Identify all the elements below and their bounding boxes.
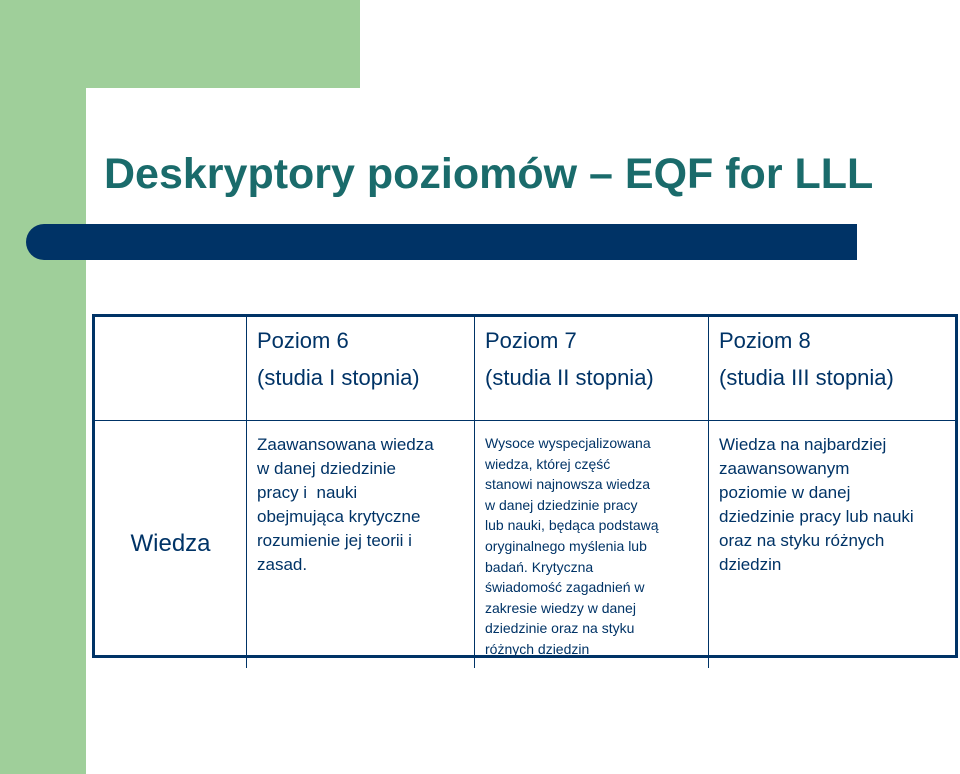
cell-wiedza-level-8	[709, 421, 955, 668]
title-underline-bar	[26, 224, 857, 260]
cell-line: Wysoce wyspecjalizowana	[485, 435, 651, 451]
header-level-6	[247, 317, 475, 421]
cell-line: dziedzinie pracy lub nauki	[719, 507, 914, 526]
cell-line: obejmująca krytyczne	[257, 507, 421, 526]
cell-line: zaawansowanym	[719, 459, 850, 478]
slide-title: Deskryptory poziomów – EQF for LLL	[104, 150, 874, 198]
decor-green-left	[0, 0, 86, 774]
cell-line: wiedza, której część	[485, 455, 611, 472]
header-level-label: Poziom 7	[485, 328, 577, 353]
cell-line: Zaawansowana wiedza	[257, 435, 434, 454]
header-level-sub: (studia III stopnia)	[719, 365, 894, 390]
cell-line: zakresie wiedzy w danej	[485, 599, 636, 616]
cell-line: różnych dziedzin	[485, 640, 590, 657]
header-level-8	[709, 317, 955, 421]
cell-line: Wiedza na najbardziej	[719, 435, 887, 454]
cell-line: oryginalnego myślenia lub	[485, 537, 647, 554]
row-label-wiedza: Wiedza	[95, 421, 247, 668]
cell-wiedza-level-6	[247, 421, 475, 668]
cell-wiedza-level-7	[475, 421, 709, 668]
descriptor-table	[92, 314, 958, 658]
cell-line: poziomie w danej	[719, 483, 851, 502]
header-level-7	[475, 317, 709, 421]
cell-line: dziedzin	[719, 555, 782, 574]
cell-line: zasad.	[257, 555, 308, 574]
header-level-sub: (studia I stopnia)	[257, 365, 420, 390]
cell-line: rozumienie jej teorii i	[257, 531, 412, 550]
cell-line: lub nauki, będąca podstawą	[485, 517, 659, 534]
header-level-label: Poziom 8	[719, 328, 811, 353]
cell-line: świadomość zagadnień w	[485, 579, 645, 596]
header-level-label: Poziom 6	[257, 328, 349, 353]
cell-line: oraz na styku różnych	[719, 531, 885, 550]
header-level-sub: (studia II stopnia)	[485, 365, 654, 390]
table-corner-cell	[95, 317, 247, 421]
cell-line: badań. Krytyczna	[485, 558, 594, 575]
cell-line: stanowi najnowsza wiedza	[485, 476, 650, 493]
cell-line: w danej dziedzinie pracy	[485, 496, 638, 513]
cell-line: pracy i nauki	[257, 483, 358, 502]
cell-line: dziedzinie oraz na styku	[485, 620, 635, 637]
cell-line: w danej dziedzinie	[257, 459, 396, 478]
